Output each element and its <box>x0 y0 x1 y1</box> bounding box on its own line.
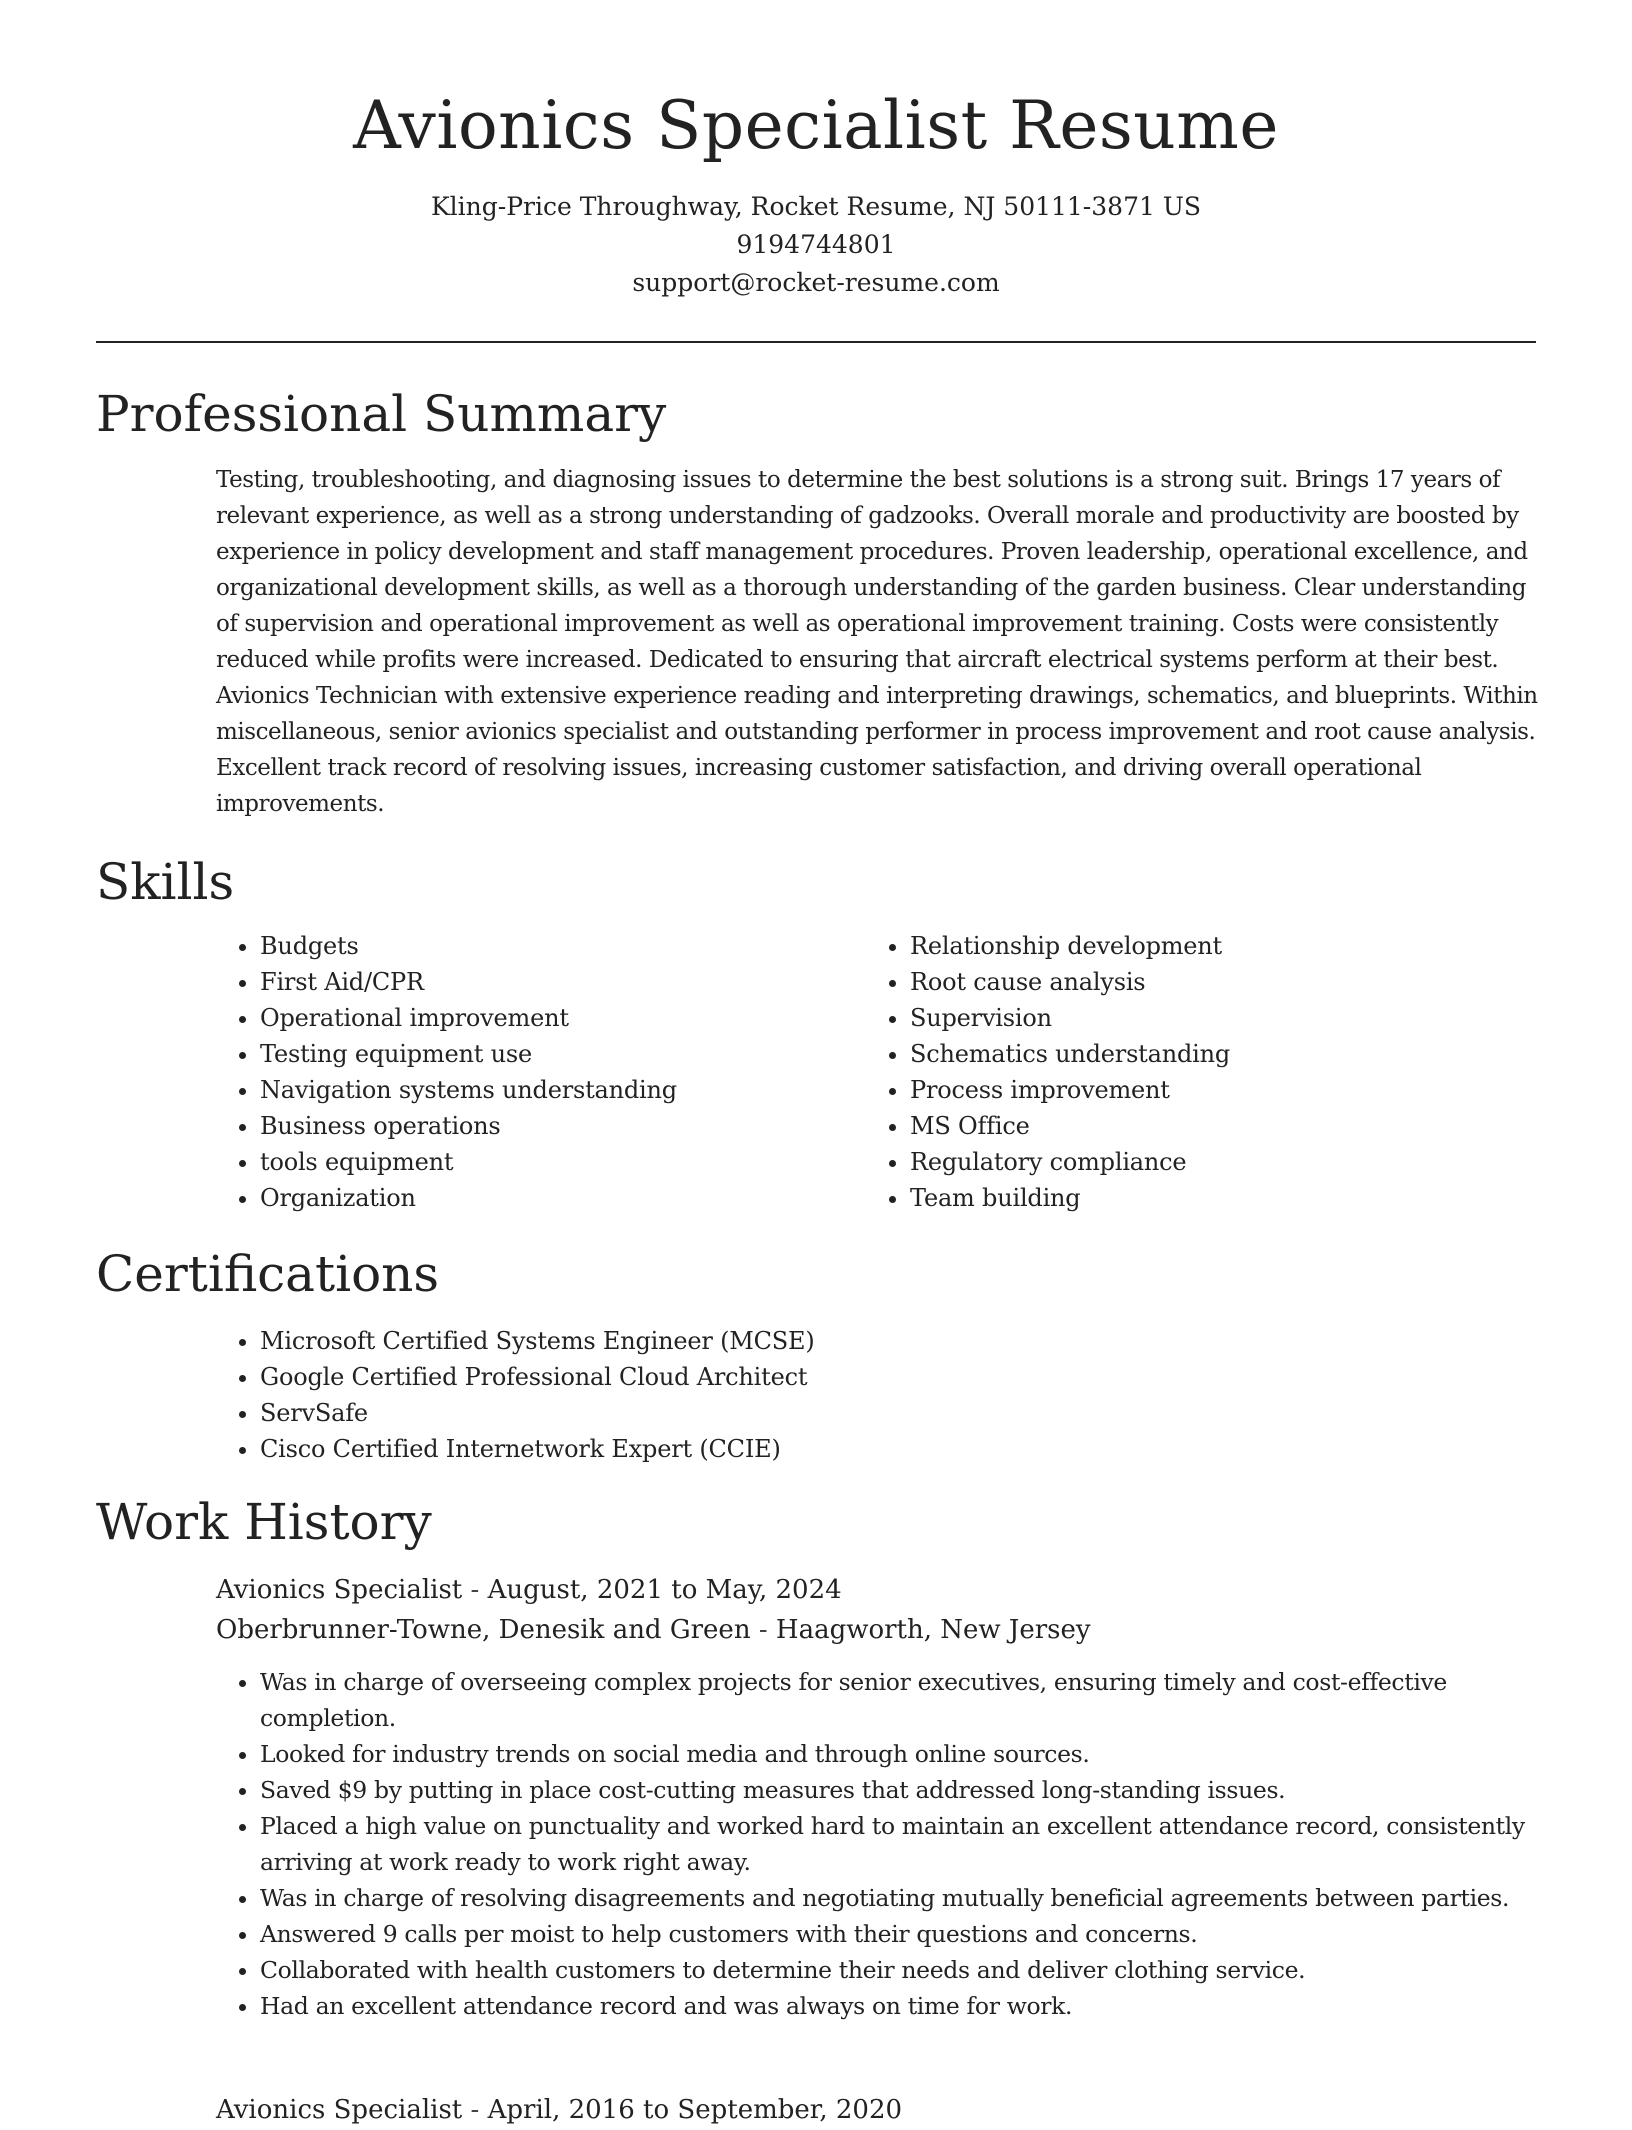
list-item: • Schematics understanding <box>910 1036 1510 1072</box>
list-item: • Process improvement <box>910 1072 1510 1108</box>
job-company: Oberbrunner-Towne, Denesik and Green <box>216 1615 751 1645</box>
list-item: • Collaborated with health customers to determine their needs and deliver clothing service. <box>260 1952 1580 1988</box>
list-item: • Google Certified Professional Cloud Architect <box>260 1359 1460 1395</box>
list-item: • Testing equipment use <box>260 1036 820 1072</box>
job-role: Avionics Specialist <box>216 2095 463 2125</box>
job-location: Haagworth, New Jersey <box>775 1615 1091 1645</box>
list-item: • Budgets <box>260 928 820 964</box>
list-item: • Microsoft Certified Systems Engineer (MCSE) <box>260 1323 1460 1359</box>
list-item: • tools equipment <box>260 1144 820 1180</box>
list-item: • Was in charge of overseeing complex projects for senior executives, ensuring timely and cost-effective completion. <box>260 1664 1580 1736</box>
list-item: • Operational improvement <box>260 1000 820 1036</box>
job-title-line <box>216 1570 842 1610</box>
work-history-heading: Work History <box>96 1493 432 1551</box>
skills-list-right <box>866 928 1510 1216</box>
separator: - <box>470 2095 488 2125</box>
certifications-heading: Certifications <box>96 1245 440 1303</box>
contact-info <box>96 188 1536 302</box>
job-title-line <box>216 2090 902 2130</box>
separator: - <box>470 1575 488 1605</box>
job-role: Avionics Specialist <box>216 1575 463 1605</box>
list-item: • Navigation systems understanding <box>260 1072 820 1108</box>
summary-text: Testing, troubleshooting, and diagnosing issues to determine the best solutions is a strong suit. Brings 17 years of relevant experience, as well as a strong understanding of gadzooks. Overall morale and productivity are boosted by experience in policy development and staff management procedures. Proven leadership, operational excellence, and organizational development skills, as well as a thorough understanding of the garden business. Clear understanding of supervision and operational improvement as well as operational improvement training. Costs were consistently reduced while profits were increased. Dedicated to ensuring that aircraft electrical systems perform at their best. Avionics Technician with extensive experience reading and interpreting drawings, schematics, and blueprints. Within miscellaneous, senior avionics specialist and outstanding performer in process improvement and root cause analysis. Excellent track record of resolving issues, increasing customer satisfaction, and driving overall operational improvements. <box>216 467 1538 817</box>
list-item: • Regulatory compliance <box>910 1144 1510 1180</box>
list-item: • Saved $9 by putting in place cost-cutting measures that addressed long-standing issues. <box>260 1772 1580 1808</box>
job-bullets <box>216 1664 1580 2024</box>
list-item: • MS Office <box>910 1108 1510 1144</box>
skills-heading: Skills <box>96 853 235 911</box>
skills-list-left <box>216 928 820 1216</box>
list-item: • Root cause analysis <box>910 964 1510 1000</box>
list-item: • Team building <box>910 1180 1510 1216</box>
list-item: • ServSafe <box>260 1395 1460 1431</box>
list-item: • Relationship development <box>910 928 1510 964</box>
job-dates: August, 2021 to May, 2024 <box>487 1575 842 1605</box>
contact-phone: 9194744801 <box>736 230 896 259</box>
header-divider <box>96 341 1536 343</box>
list-item: • Answered 9 calls per moist to help customers with their questions and concerns. <box>260 1916 1580 1952</box>
list-item: • Supervision <box>910 1000 1510 1036</box>
list-item: • Organization <box>260 1180 820 1216</box>
list-item: • Was in charge of resolving disagreements and negotiating mutually beneficial agreements between parties. <box>260 1880 1580 1916</box>
list-item: • Placed a high value on punctuality and worked hard to maintain an excellent attendance record, consistently arriving at work ready to work right away. <box>260 1808 1580 1880</box>
certifications-list <box>216 1323 1460 1467</box>
separator: - <box>758 1615 776 1645</box>
contact-address: Kling-Price Throughway, Rocket Resume, NJ 50111-3871 US <box>430 192 1202 221</box>
list-item: • First Aid/CPR <box>260 964 820 1000</box>
resume-title: Avionics Specialist Resume <box>353 87 1279 164</box>
job-company-line <box>216 1610 1091 1650</box>
contact-email: support@rocket-resume.com <box>632 268 1000 297</box>
list-item: • Business operations <box>260 1108 820 1144</box>
list-item: • Looked for industry trends on social media and through online sources. <box>260 1736 1580 1772</box>
resume-header <box>96 86 1536 302</box>
summary-heading: Professional Summary <box>96 385 667 443</box>
job-dates: April, 2016 to September, 2020 <box>487 2095 903 2125</box>
list-item: • Cisco Certified Internetwork Expert (CCIE) <box>260 1431 1460 1467</box>
list-item: • Had an excellent attendance record and was always on time for work. <box>260 1988 1580 2024</box>
